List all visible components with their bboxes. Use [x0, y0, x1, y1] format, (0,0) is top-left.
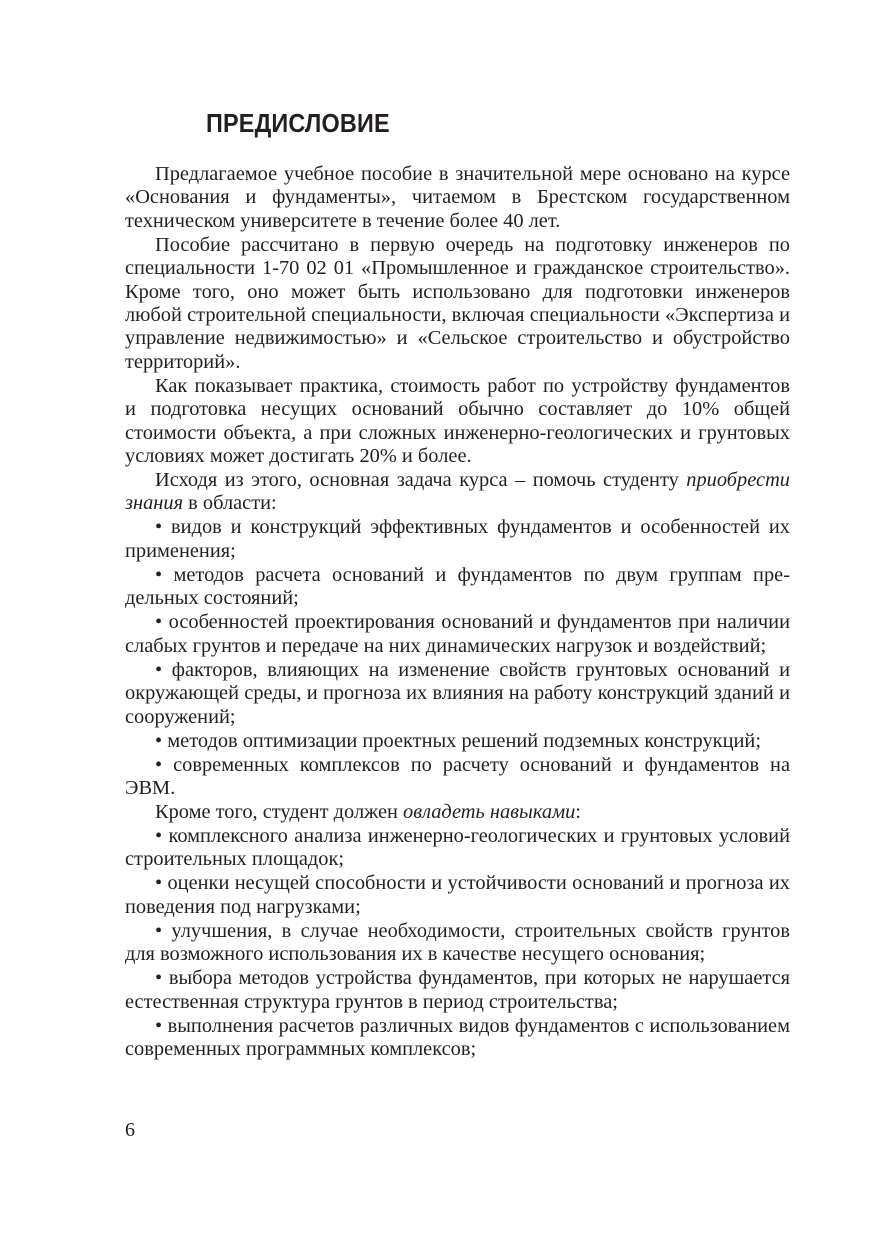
list-item: • современных комплексов по расчету оснований и фундаментов на ЭВМ.: [125, 753, 790, 799]
list-item: • комплексного анализа инженерно-геологических и грунтовых условий строительных площадок;: [125, 824, 790, 871]
task-emphasis-text: приобрести знания: [125, 469, 790, 515]
skills-emphasis-text: овладеть навыками: [403, 800, 576, 823]
list-item: • факторов, влияющих на изменение свойств грунтовых оснований и окружающей среды, и прогноза их влияния на работу конструкций зданий и сооружений;: [125, 658, 790, 728]
list-item: • выполнения расчетов различных видов фундаментов с использованием современных программных комплексов;: [125, 1014, 790, 1060]
list-item: • оценки несущей способности и устойчивости оснований и прогноза их поведения под нагрузками;: [125, 872, 790, 918]
list-item: • особенностей проектирования оснований и фундаментов при наличии слабых грунтов и передаче на них динамических нагрузок и воздействий;: [125, 611, 790, 657]
task-tail-text: в области:: [183, 492, 277, 515]
body-text: [125, 163, 790, 1061]
task-lead-text: Исходя из этого, основная задача курса – помочь студенту: [155, 469, 687, 492]
paragraph-audience: Пособие рассчитано в первую очередь на подготовку инженеров по специальности 1-70 02 01 «Промышленное и гражданское строительство». Кроме того, оно может быть использовано для подготовки инженеров любой строительной специальности, включая специальности «Экспертиза и управление недвижимостью» и «Сельское строительство и обустройство территорий».: [125, 233, 790, 373]
page-number: 6: [125, 1119, 135, 1141]
list-item: • улучшения, в случае необходимости, строительных свойств грунтов для возможного использования их в качестве несущего основания;: [125, 919, 790, 966]
list-item: • видов и конструкций эффективных фундаментов и особенностей их применения;: [125, 516, 790, 562]
paragraph-skills: [125, 801, 790, 824]
skills-tail-text: :: [575, 800, 581, 823]
skills-lead-text: Кроме того, студент должен: [155, 800, 404, 823]
paragraph-cost: Как показывает практика, стоимость работ по устройству фундаментов и подготовка несущих оснований обычно составляет до 10% общей стоимости объекта, а при сложных инженерно-геологических и грунтовых условиях может достигать 20% и более.: [125, 374, 790, 468]
list-item: • методов оптимизации проектных решений подземных конструкций;: [155, 729, 761, 752]
page-title: ПРЕДИСЛОВИЕ: [206, 108, 390, 138]
paragraph-intro: Предлагаемое учебное пособие в значительной мере основано на курсе «Основания и фундаменты», читаемом в Брестском государственном техническом университете в течение более 40 лет.: [125, 163, 790, 232]
paragraph-task: [125, 469, 790, 516]
list-item: • методов расчета оснований и фундаментов по двум группам предельных состояний;: [125, 563, 790, 610]
list-item: • выбора методов устройства фундаментов, при которых не нарушается естественная структура грунтов в период строительства;: [125, 967, 790, 1013]
